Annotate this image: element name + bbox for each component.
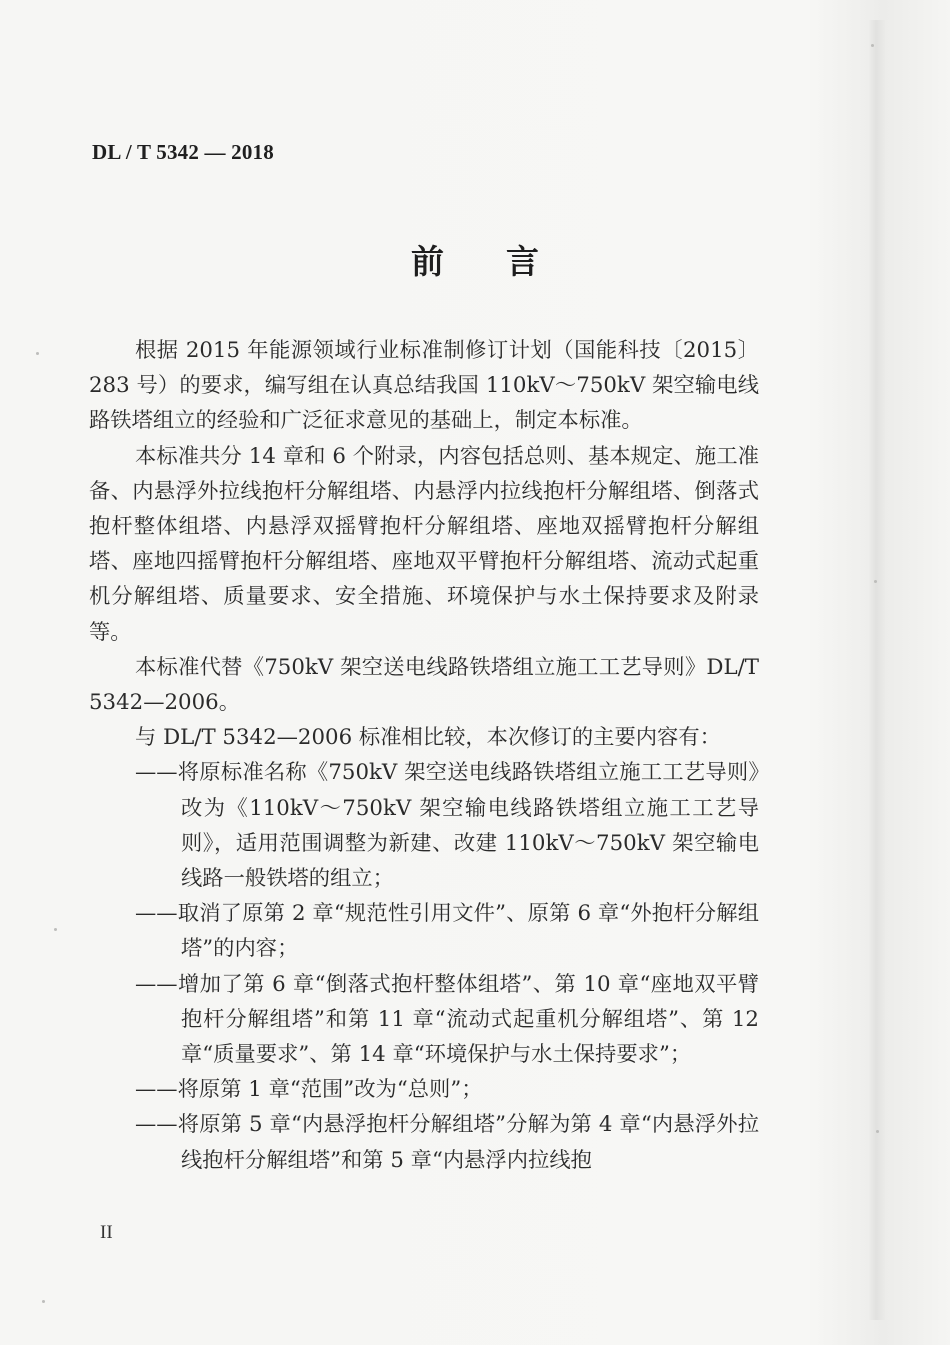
paragraph-replaces: 本标准代替《750kV 架空送电线路铁塔组立施工工艺导则》DL/T 5342—2006。 — [89, 654, 759, 716]
paper-speck — [36, 352, 39, 355]
change-item: ——将原第 5 章“内悬浮抱杆分解组塔”分解为第 4 章“内悬浮外拉线抱杆分解组塔”和第 5 章“内悬浮内拉线抱 — [135, 1112, 759, 1173]
change-item: ——将原第 1 章“范围”改为“总则”； — [135, 1077, 483, 1103]
paper-speck — [54, 928, 57, 931]
standard-code: DL / T 5342 — 2018 — [92, 140, 274, 164]
preface-body — [89, 333, 759, 1178]
paper-speck — [874, 580, 877, 583]
paper-speck — [876, 1130, 879, 1133]
paper-speck — [871, 44, 874, 47]
change-item: ——增加了第 6 章“倒落式抱杆整体组塔”、第 10 章“座地双平臂抱杆分解组塔”和第 11 章“流动式起重机分解组塔”、第 12 章“质量要求”、第 14 章“环境保护与水土保持要求”； — [135, 971, 759, 1068]
paragraph-comparison: 与 DL/T 5342—2006 标准相比较，本次修订的主要内容有： — [135, 725, 721, 751]
change-item: ——取消了原第 2 章“规范性引用文件”、原第 6 章“外抱杆分解组塔”的内容； — [135, 901, 759, 962]
page-edge-shadow — [868, 20, 886, 1320]
page-title: 前言 — [411, 242, 601, 281]
paragraph-plan-basis: 根据 2015 年能源领域行业标准制修订计划（国能科技〔2015〕283 号）的要求，编写组在认真总结我国 110kV～750kV 架空输电线路铁塔组立的经验和广泛征求意见的基础上，制定本标准。 — [89, 338, 759, 434]
change-item: ——将原标准名称《750kV 架空送电线路铁塔组立施工工艺导则》改为《110kV～750kV 架空输电线路铁塔组立施工工艺导则》，适用范围调整为新建、改建 110kV～750kV 架空输电线路一般铁塔的组立； — [135, 760, 759, 892]
paragraph-contents: 本标准共分 14 章和 6 个附录，内容包括总则、基本规定、施工准备、内悬浮外拉线抱杆分解组塔、内悬浮内拉线抱杆分解组塔、倒落式抱杆整体组塔、内悬浮双摇臂抱杆分解组塔、座地双摇臂抱杆分解组塔、座地四摇臂抱杆分解组塔、座地双平臂抱杆分解组塔、流动式起重机分解组塔、质量要求、安全措施、环境保护与水土保持要求及附录等。 — [89, 443, 759, 645]
page-number: II — [100, 1222, 113, 1243]
paper-speck — [42, 1300, 45, 1303]
